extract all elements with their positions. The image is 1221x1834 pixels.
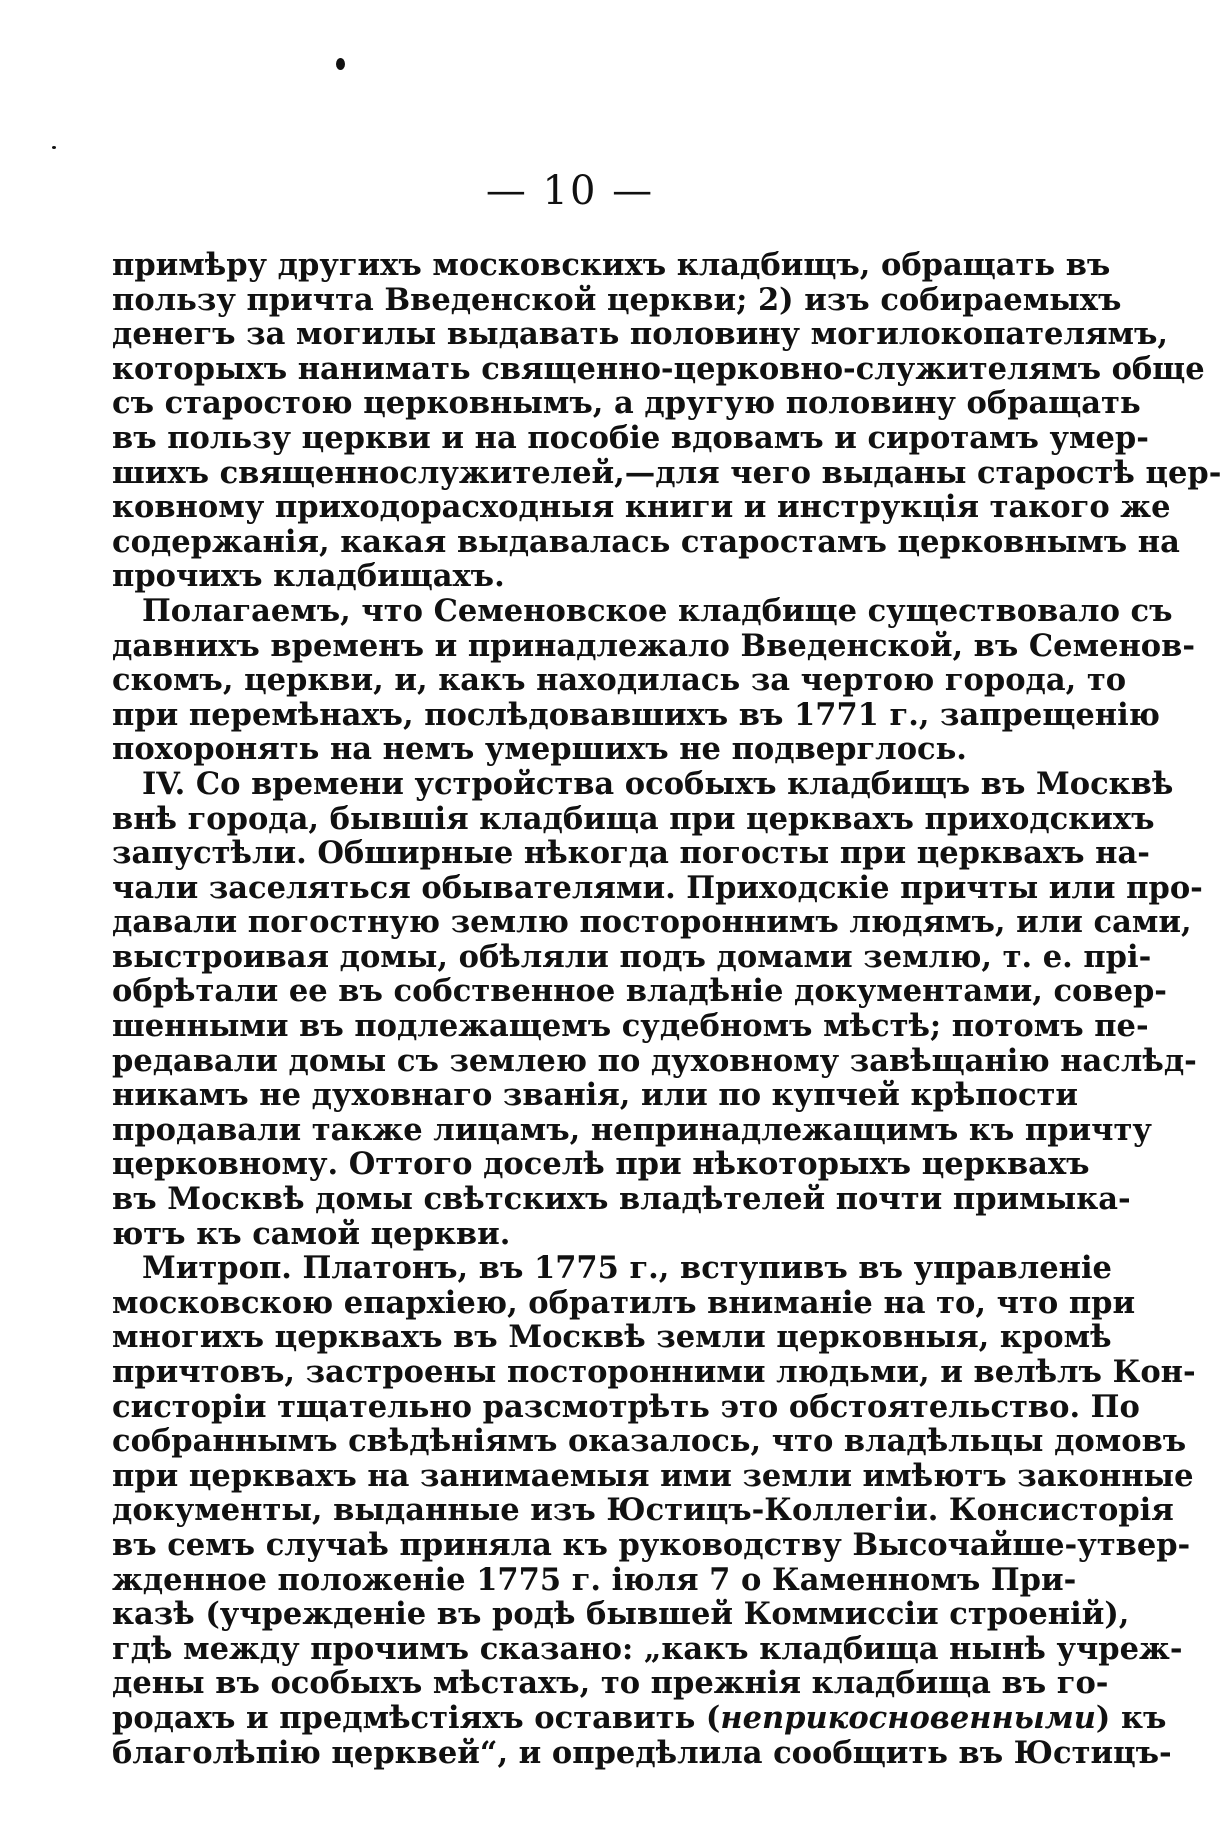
text-line: давнихъ временъ и принадлежало Введенской, въ Семенов- (112, 627, 1195, 664)
text-line: IV. Со времени устройства особыхъ кладбищъ въ Москвѣ (142, 765, 1174, 802)
text-line: давали погостную землю постороннимъ людямъ, или сами, (112, 904, 1192, 941)
text-line: гдѣ между прочимъ сказано: „какъ кладбища нынѣ учреж- (112, 1630, 1183, 1667)
text-line: церковному. Оттого доселѣ при нѣкоторыхъ церквахъ (112, 1146, 1090, 1183)
paragraph (112, 1250, 1196, 1771)
paragraphs (112, 247, 1221, 1771)
text-line: при церквахъ на занимаемыя ими земли имѣютъ законные (112, 1457, 1194, 1494)
text-line: пользу причта Введенской церкви; 2) изъ собираемыхъ (112, 281, 1122, 318)
text-line: дены въ особыхъ мѣстахъ, то прежнія кладбища въ го- (112, 1665, 1109, 1702)
text-line: шенными въ подлежащемъ судебномъ мѣстѣ; потомъ пе- (112, 1008, 1149, 1045)
text-line: обрѣтали ее въ собственное владѣніе документами, совер- (112, 973, 1167, 1010)
page-number: — 10 — (485, 168, 655, 214)
text-line: собраннымъ свѣдѣніямъ оказалось, что владѣльцы домовъ (112, 1423, 1187, 1460)
text-line: примѣру другихъ московскихъ кладбищъ, обращать въ (112, 247, 1111, 283)
text-line: систоріи тщательно разсмотрѣть это обстоятельство. По (112, 1388, 1140, 1425)
ink-speck (52, 146, 56, 149)
paragraph (112, 247, 1221, 595)
text-line: редавали домы съ землею по духовному завѣщанію наслѣд- (112, 1042, 1197, 1079)
text-line: жденное положеніе 1775 г. іюля 7 о Каменномъ При- (112, 1561, 1077, 1598)
text-line: скомъ, церкви, и, какъ находилась за чертою города, то (112, 662, 1127, 699)
text-line: въ семъ случаѣ приняла къ руководству Высочайше-утвер- (112, 1526, 1191, 1563)
text-line: которыхъ нанимать священно-церковно-служителямъ обще (112, 350, 1205, 387)
paragraph (112, 592, 1195, 768)
text-line: никамъ не духовнаго званія, или по купчей крѣпости (112, 1077, 1079, 1114)
text-line: благолѣпію церквей“, и опредѣлила сообщить въ Юстицъ- (112, 1734, 1172, 1771)
text-line: денегъ за могилы выдавать половину могилокопателямъ, (112, 316, 1168, 353)
text-line: внѣ города, бывшія кладбища при церквахъ приходскихъ (112, 800, 1155, 837)
text-line: причтовъ, застроены посторонними людьми, и велѣлъ Кон- (112, 1354, 1196, 1390)
text-line: продавали также лицамъ, непринадлежащимъ къ причту (112, 1111, 1152, 1148)
body-text (112, 247, 1221, 1771)
text-line: выстроивая домы, обѣляли подъ домами землю, т. е. прі- (112, 938, 1152, 975)
text-line: Митроп. Платонъ, въ 1775 г., вступивъ въ управленіе (142, 1250, 1112, 1287)
text-line: запустѣли. Обширные нѣкогда погосты при церквахъ на- (112, 835, 1150, 872)
text-line: похоронять на немъ умершихъ не подверглось. (112, 731, 967, 768)
text-line: въ Москвѣ домы свѣтскихъ владѣтелей почти примыка- (112, 1181, 1131, 1218)
text-line: казѣ (учрежденіе въ родѣ бывшей Коммиссіи строеній), (112, 1596, 1130, 1633)
ink-speck (336, 58, 345, 70)
text-line: многихъ церквахъ въ Москвѣ земли церковныя, кромѣ (112, 1319, 1112, 1356)
text-segment: ) къ (1095, 1699, 1167, 1736)
text-line: чали заселяться обывателями. Приходскіе причты или про- (112, 869, 1203, 906)
text-line: документы, выданные изъ Юстицъ-Коллегіи. Консисторія (112, 1492, 1174, 1529)
text-line: ютъ къ самой церкви. (112, 1215, 511, 1252)
text-line: при перемѣнахъ, послѣдовавшихъ въ 1771 г., запрещенію (112, 696, 1160, 733)
text-segment: родахъ и предмѣстіяхъ оставить ( (112, 1699, 721, 1736)
text-line (112, 1699, 1167, 1736)
paragraph (112, 765, 1203, 1252)
text-line: прочихъ кладбищахъ. (112, 558, 505, 595)
text-line: шихъ священнослужителей,—для чего выданы старостѣ цер- (112, 454, 1221, 491)
text-line: съ старостою церковнымъ, а другую половину обращать (112, 385, 1141, 422)
text-line: московскою епархіею, обратилъ вниманіе на то, что при (112, 1284, 1136, 1321)
text-line: ковному приходорасходныя книги и инструкція такого же (112, 489, 1171, 526)
text-line: въ пользу церкви и на пособіе вдовамъ и сиротамъ умер- (112, 419, 1149, 456)
italic-emphasis: неприкосновенными (720, 1699, 1096, 1736)
text-line: Полагаемъ, что Семеновское кладбище существовало съ (142, 592, 1173, 629)
text-line: содержанія, какая выдавалась старостамъ церковнымъ на (112, 523, 1180, 560)
